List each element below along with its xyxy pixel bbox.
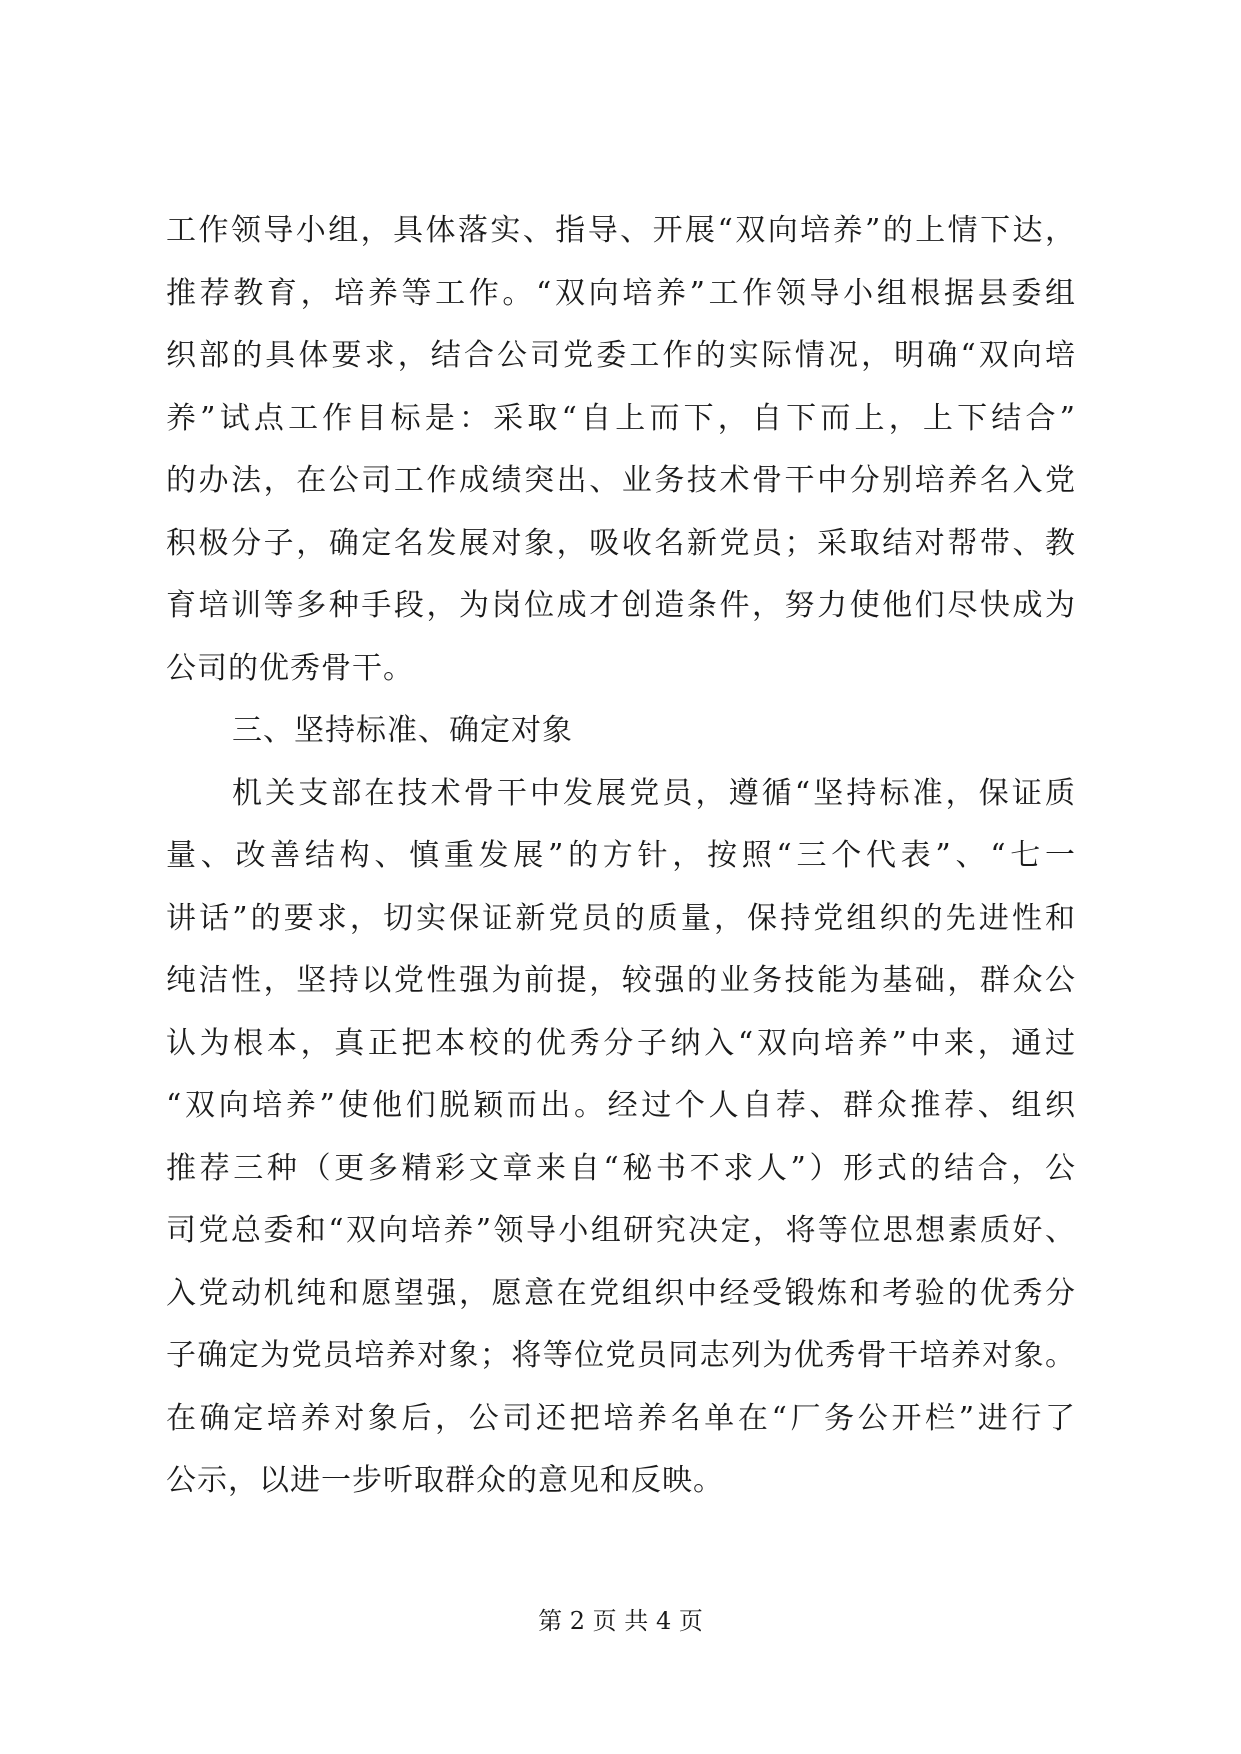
text-line: 工作领导小组，具体落实、指导、开展“双向培养”的上情下达， [166, 213, 1076, 248]
text-line: 认为根本，真正把本校的优秀分子纳入“双向培养”中来，通过 [166, 1025, 1076, 1061]
text-line: 推荐三种（更多精彩文章来自“秘书不求人”）形式的结合，公 [166, 1150, 1076, 1186]
text-line: 在确定培养对象后，公司还把培养名单在“厂务公开栏”进行了 [166, 1400, 1076, 1436]
text-line: 的办法，在公司工作成绩突出、业务技术骨干中分别培养名入党 [166, 463, 1076, 498]
text-line: 织部的具体要求，结合公司党委工作的实际情况，明确“双向培 [166, 338, 1076, 373]
body-text [166, 200, 1076, 1513]
page-number-footer: 第 2 页 共 4 页 [538, 1607, 703, 1635]
text-line: 量、改善结构、慎重发展”的方针，按照“三个代表”、“七一 [166, 838, 1076, 873]
text-line: 司党总委和“双向培养”领导小组研究决定，将等位思想素质好、 [166, 1213, 1076, 1248]
text-line: 积极分子，确定名发展对象，吸收名新党员；采取结对帮带、教 [166, 525, 1076, 561]
section-heading: 三、坚持标准、确定对象 [232, 713, 573, 748]
text-line: 育培训等多种手段，为岗位成才创造条件，努力使他们尽快成为 [166, 588, 1076, 623]
text-line: 入党动机纯和愿望强，愿意在党组织中经受锻炼和考验的优秀分 [166, 1275, 1076, 1311]
text-line: 公示，以进一步听取群众的意见和反映。 [166, 1463, 724, 1498]
text-line: 推荐教育，培养等工作。“双向培养”工作领导小组根据县委组 [166, 275, 1076, 311]
text-line: “双向培养”使他们脱颖而出。经过个人自荐、群众推荐、组织 [166, 1088, 1076, 1123]
text-line: 子确定为党员培养对象；将等位党员同志列为优秀骨干培养对象。 [166, 1338, 1076, 1373]
text-line: 公司的优秀骨干。 [166, 650, 414, 686]
text-line: 养”试点工作目标是：采取“自上而下，自下而上，上下结合” [166, 400, 1076, 436]
text-line: 机关支部在技术骨干中发展党员，遵循“坚持标准，保证质 [232, 775, 1076, 811]
text-line: 纯洁性，坚持以党性强为前提，较强的业务技能为基础，群众公 [166, 963, 1076, 998]
text-line: 讲话”的要求，切实保证新党员的质量，保持党组织的先进性和 [166, 900, 1076, 936]
